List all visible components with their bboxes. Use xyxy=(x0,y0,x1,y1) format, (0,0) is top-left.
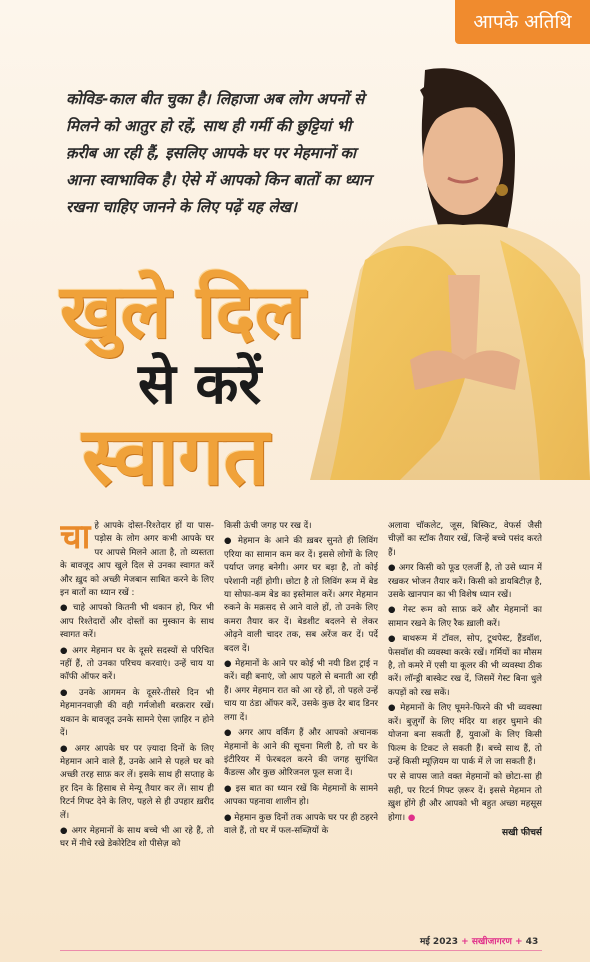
article-body xyxy=(60,520,542,920)
paragraph: पर से वापस जाते वक्त मेहमानों को छोटा-सा ही सही, पर रिटर्न गिफ्ट ज़रूर दें। इससे मेहमान तो ख़ुश होंगे ही और आपको भी बहुत अच्छा महसूस होगा। ● xyxy=(388,772,542,823)
byline: सखी फीचर्स xyxy=(502,827,542,838)
drop-cap: चा xyxy=(60,520,91,557)
paragraph: ● उनके आगमन के दूसरे-तीसरे दिन भी मेहमाननवाज़ी की वही गर्मजोशी बरक़रार रखें। थकान के बावजूद उनके सामने ऐसा ज़ाहिर न होने दें। xyxy=(60,687,214,739)
paragraph: चाहे आपके दोस्त-रिश्तेदार हों या पास-पड़ोस के लोग अगर कभी आपके घर पर आपसे मिलने आता है, तो व्यस्तता के बावजूद आप खुले दिल से उनका स्वागत करें और ख़ुद को अच्छी मेजबान साबित करने के लिए इन बातों का ध्यान रखें : xyxy=(60,520,214,599)
article-column-2 xyxy=(224,520,378,920)
paragraph: ● मेहमानों के लिए घूमने-फिरने की भी व्यवस्था करें। बुज़ुर्गों के लिए मंदिर या शहर घुमाने की योजना बना सकती हैं, युवाओं के लिए किसी फिल्म के टिकट ले सकती हैं। बच्चे साथ हैं, तो उन्हें किसी म्यूज़ियम या पार्क में ले जा सकती हैं। xyxy=(388,703,542,767)
paragraph: ● अगर आप वर्किंग हैं और आपको अचानक मेहमानों के आने की सूचना मिली है, तो घर के इंटीरियर में फेरबदल करने की जगह सुगंधित कैंडल्स और कुछ ओरिजनल फूल सजा दें। xyxy=(224,728,378,779)
paragraph: ● मेहमानों के आने पर कोई भी नयी डिश ट्राई न करें। वही बनाएं, जो आप पहले से बनाती आ रही हैं। अगर मेहमान रात को आ रहे हों, तो पहले उन्हें चाय या ठंडा ऑफर करें, उसके कुछ देर बाद डिनर लगा दें। xyxy=(224,659,378,723)
paragraph: ● अगर किसी को फूड एलर्जी है, तो उसे ध्यान में रखकर भोजन तैयार करें। किसी को डायबिटीज़ है, उसके खानपान का भी विशेष ध्यान रखें। xyxy=(388,563,542,601)
paragraph: ● मेहमान के आने की ख़बर सुनते ही लिविंग एरिया का सामान कम कर दें। इससे लोगों के लिए पर्याप्त जगह बनेगी। अगर घर बड़ा है, तो कोई परेशानी नहीं होगी। छोटा है तो लिविंग रूम में बेड या सोफा-कम बेड का इस्तेमाल करें। अगर मेहमान रुकने के मक़सद से आने वाले हों, तो उनके लिए कमरा तैयार कर दें। बेडशीट बदलने से लेकर ओढ़ने वाली चादर तक, सब अरेंज कर दें। पर्दे बदल दें। xyxy=(224,536,378,654)
intro-paragraph: कोविड-काल बीत चुका है। लिहाजा अब लोग अपनों से मिलने को आतुर हो रहें, साथ ही गर्मी की छुट्टियां भी क़रीब आ रही हैं, इसलिए आपके घर पर मेहमानों का आना स्वाभाविक है। ऐसे में आपको किन बातों का ध्यान रखना चाहिए जानने के लिए पढ़ें यह लेख। xyxy=(66,90,372,216)
magazine-brand: सखीजागरण xyxy=(471,937,512,947)
headline-line-3: स्वागत xyxy=(82,409,269,503)
paragraph: ● बाथरूम में टॉवल, सोप, टूथपेस्ट, हैंडवॉश, फेसवॉश की व्यवस्था करके रखें। गर्मियों का मौसम है, तो कमरे में एसी या कूलर की भी व्यवस्था ठीक करें। लॉन्ड्री बास्केट रख दें, जिसमें गेस्ट बिना धुले कपड़ों को रख सकें। xyxy=(388,634,542,698)
paragraph: ● इस बात का ध्यान रखें कि मेहमानों के सामने आपका पहनावा शालीन हो। xyxy=(224,783,378,808)
paragraph: ● अगर मेहमानों के साथ बच्चे भी आ रहे हैं, तो घर में नीचे रखे डेकोरेटिव शो पीसेज़ को xyxy=(60,825,214,850)
separator-plus: + xyxy=(515,937,523,947)
page-number: 43 xyxy=(525,937,539,947)
footer-rule xyxy=(60,950,542,951)
page-footer xyxy=(420,934,550,950)
headline-line-1: खुले दिल xyxy=(60,269,306,355)
paragraph: ● गेस्ट रूम को साफ़ करें और मेहमानों का सामान रखने के लिए रैक ख़ाली करें। xyxy=(388,605,542,629)
paragraph: किसी ऊंची जगह पर रख दें। xyxy=(224,521,312,531)
end-mark-icon: ● xyxy=(407,812,416,823)
issue-date: मई 2023 xyxy=(420,937,458,947)
paragraph: ● अगर मेहमान घर के दूसरे सदस्यों से परिचित नहीं हैं, तो उनका परिचय करवाएं। उन्हें चाय या कॉफी ऑफर करें। xyxy=(60,645,214,683)
article-column-3 xyxy=(388,520,542,920)
separator-plus: + xyxy=(461,937,469,947)
top-bar xyxy=(0,0,590,46)
section-tab: आपके अतिथि xyxy=(455,0,590,44)
paragraph: ● अगर आपके घर पर ज़्यादा दिनों के लिए मेहमान आने वाले हैं, उनके आने से पहले घर को अच्छी तरह साफ़ कर लें। इसके साथ ही सप्ताह के हर दिन के हिसाब से मेन्यू तैयार कर लें। साथ ही रिटर्न गिफ्ट देने के लिए, पहले से ही उपहार ख़रीद लें। xyxy=(60,743,214,821)
paragraph: ● मेहमान कुछ दिनों तक आपके घर पर ही ठहरने वाले हैं, तो घर में फल-सब्ज़ियों के xyxy=(224,812,378,836)
article-column-1 xyxy=(60,520,214,920)
paragraph: अलावा चॉकलेट, जूस, बिस्किट, वेफर्स जैसी चीज़ों का स्टॉक तैयार रखें, जिन्हें बच्चे पसंद करते हैं। xyxy=(388,521,542,558)
headline-line-2: से करें xyxy=(138,351,262,417)
paragraph: ● चाहे आपको कितनी भी थकान हो, फिर भी आप रिश्तेदारों और दोस्तों का मुस्कान के साथ स्वागत करें। xyxy=(60,603,214,641)
